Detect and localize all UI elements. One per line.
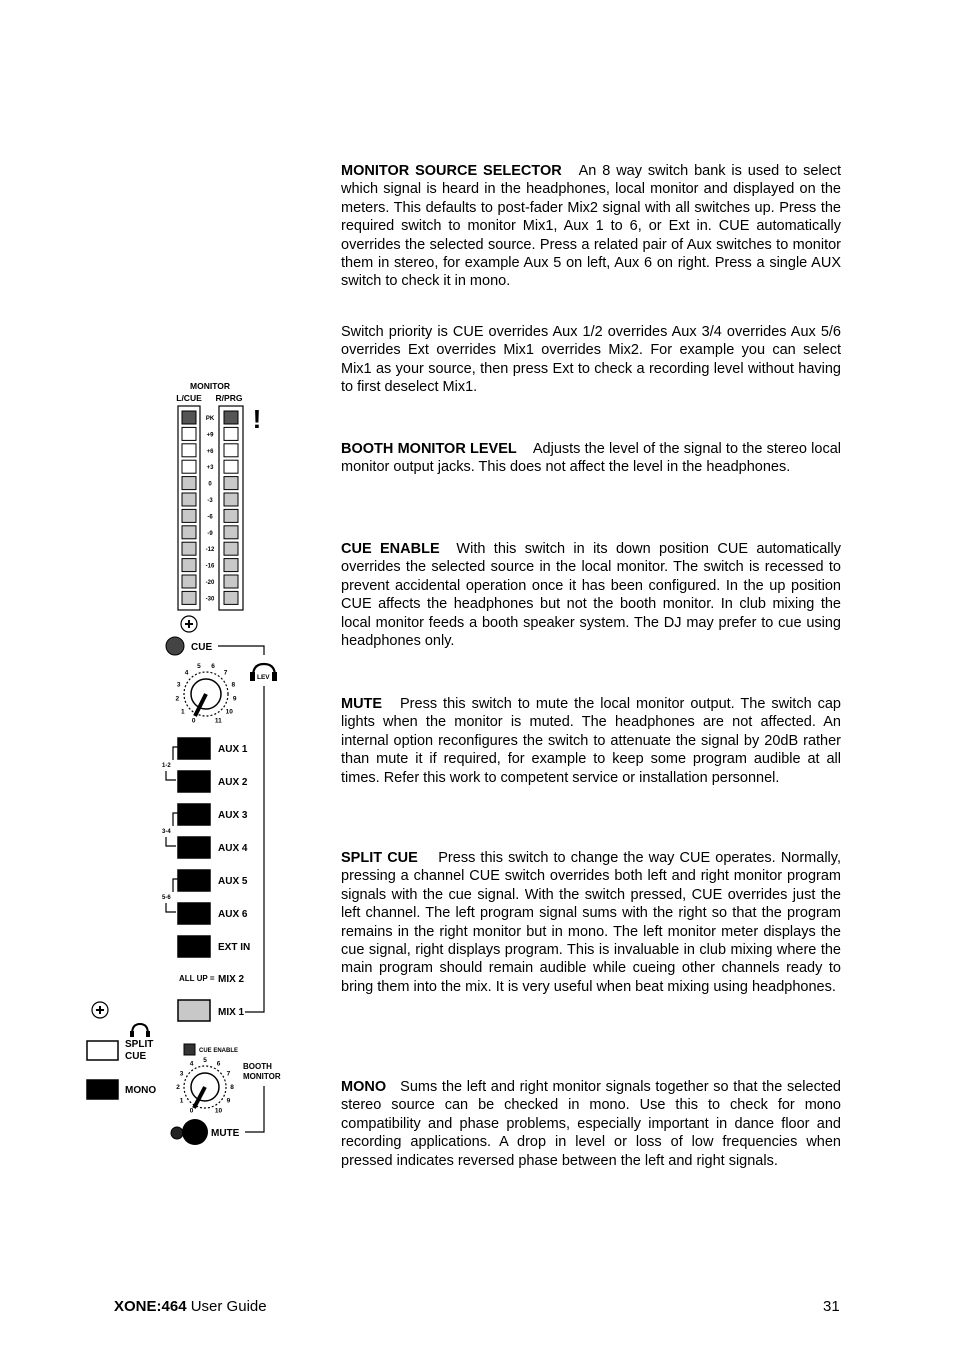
meter-led-right bbox=[224, 559, 238, 572]
meter-scale-label: 0 bbox=[208, 481, 212, 488]
meter-led-left bbox=[182, 444, 196, 457]
section-monitor-source-selector bbox=[341, 162, 841, 291]
knob-scale-label: 8 bbox=[230, 1084, 234, 1091]
knob-scale-label: 3 bbox=[176, 681, 181, 689]
knob-scale-label: 1 bbox=[179, 1097, 184, 1105]
mono-label: MONO bbox=[125, 1085, 157, 1096]
warning-icon: ! bbox=[252, 404, 262, 434]
switch-label: EXT IN bbox=[218, 942, 251, 953]
mono-switch[interactable] bbox=[87, 1080, 118, 1099]
meter-led-left bbox=[182, 542, 196, 555]
section-heading: CUE ENABLE bbox=[341, 541, 440, 557]
meter-led-right bbox=[224, 493, 238, 506]
section-mute bbox=[341, 695, 841, 787]
meter-led-right bbox=[224, 509, 238, 522]
meter-led-right bbox=[224, 542, 238, 555]
section-mono bbox=[341, 1078, 841, 1170]
switch-label: AUX 2 bbox=[218, 777, 248, 788]
meter-led-left bbox=[182, 427, 196, 440]
meter-led-left bbox=[182, 591, 196, 604]
knob-scale-label: 7 bbox=[226, 1070, 231, 1078]
meter-led-right bbox=[224, 575, 238, 588]
split-cue-switch[interactable] bbox=[87, 1041, 118, 1060]
ext-in-switch[interactable] bbox=[178, 936, 210, 957]
meter-led-right bbox=[224, 591, 238, 604]
switch-label: AUX 1 bbox=[218, 744, 248, 755]
meter-scale-label: +3 bbox=[206, 465, 214, 472]
split-cue-label: SPLIT bbox=[125, 1039, 154, 1050]
knob-scale-label: 9 bbox=[226, 1097, 231, 1105]
meter-scale-label: -6 bbox=[207, 514, 213, 521]
knob-scale-label: 8 bbox=[231, 681, 236, 689]
meter-led-left bbox=[182, 477, 196, 490]
footer-guide: User Guide bbox=[190, 1298, 267, 1315]
mute-label: MUTE bbox=[211, 1128, 240, 1139]
rprg-label: R/PRG bbox=[215, 393, 243, 403]
aux-2-switch[interactable] bbox=[178, 771, 210, 792]
meter-led-left bbox=[182, 493, 196, 506]
split-cue-label: CUE bbox=[125, 1051, 147, 1062]
booth-monitor-label: MONITOR bbox=[243, 1072, 281, 1081]
section-split-cue bbox=[341, 849, 841, 996]
pair-label-5-6: 5-6 bbox=[162, 895, 171, 901]
section-heading: SPLIT CUE bbox=[341, 850, 418, 866]
meter-led-left bbox=[182, 575, 196, 588]
knob-scale-label: 1 bbox=[180, 708, 185, 716]
section-switch-priority bbox=[341, 323, 841, 397]
monitor-label: MONITOR bbox=[190, 381, 230, 391]
section-body: Press this switch to change the way CUE operates. Normally, pressing a channel CUE switch overrides both left and right monitor program signals with the cue signal. With the switch pressed, CUE overrides just the left channel. The left program signal sums with the right so that the program remains in the right monitor but in mono. The left monitor meter displays the cue signal, right displays program. This is invaluable in club mixing where the main program should remain audible while cueing other channels ready to bring them into the mix. It is very useful when beat mixing using headphones. bbox=[341, 850, 841, 995]
knob-scale-label: 11 bbox=[214, 717, 222, 725]
booth-monitor-label: BOOTH bbox=[243, 1062, 272, 1071]
meter-led-left bbox=[182, 559, 196, 572]
meter-led-right bbox=[224, 444, 238, 457]
cue-enable-label: CUE ENABLE bbox=[199, 1048, 239, 1054]
meter-scale-label: -12 bbox=[205, 547, 215, 554]
meter-scale-label: -16 bbox=[205, 563, 215, 570]
monitor-panel-illustration bbox=[0, 0, 330, 1200]
section-body: Switch priority is CUE overrides Aux 1/2 overrides Aux 3/4 overrides Aux 5/6 overrides Ext overrides Mix1 overrides Mix2. For example you can select Mix1 as your source, then press Ext to check a recording level without having to first deselect Mix1. bbox=[341, 324, 841, 396]
section-cue-enable bbox=[341, 540, 841, 650]
knob-scale-label: 7 bbox=[223, 669, 228, 677]
switch-label: AUX 4 bbox=[218, 843, 248, 854]
knob-scale-label: 10 bbox=[214, 1107, 223, 1115]
section-body: Press this switch to mute the local monitor output. The switch cap lights when the monitor is muted. The headphones are not affected. An internal option reconfigures the switch to attenuate the signal by 20dB rather than mute it if required, for example to keep some program audible at all times. Refer this work to competent service or installation personnel. bbox=[341, 696, 841, 786]
meter-scale-label: -20 bbox=[205, 580, 215, 586]
mute-led bbox=[171, 1127, 183, 1139]
screw-icon bbox=[92, 1002, 108, 1018]
knob-scale-label: 3 bbox=[179, 1070, 184, 1078]
knob-scale-label: 2 bbox=[175, 695, 180, 703]
lcue-label: L/CUE bbox=[176, 393, 202, 403]
aux-6-switch[interactable] bbox=[178, 903, 210, 924]
meter-led-right bbox=[224, 427, 238, 440]
footer-product: XONE:464 bbox=[114, 1298, 187, 1315]
meter-led-left bbox=[182, 411, 196, 424]
knob-scale-label: 5 bbox=[203, 1057, 207, 1064]
aux-3-switch[interactable] bbox=[178, 804, 210, 825]
meter-scale-label: -9 bbox=[207, 530, 213, 537]
page-number: 31 bbox=[823, 1298, 840, 1315]
knob-scale-label: 6 bbox=[216, 1060, 221, 1068]
switch-label: AUX 3 bbox=[218, 810, 248, 821]
meter-led-left bbox=[182, 526, 196, 539]
pair-label-3-4: 3-4 bbox=[162, 829, 171, 835]
cue-button[interactable] bbox=[166, 637, 184, 655]
knob-scale-label: 2 bbox=[176, 1084, 180, 1091]
pair-label-1-2: 1-2 bbox=[162, 763, 171, 769]
meter-scale-label: -3 bbox=[207, 498, 213, 504]
section-body: Adjusts the level of the signal to the stereo local monitor output jacks. This does not affect the level in the headphones. bbox=[341, 441, 841, 476]
meter-led-right bbox=[224, 477, 238, 490]
aux-5-switch[interactable] bbox=[178, 870, 210, 891]
meter-scale-label: +6 bbox=[206, 448, 214, 455]
meter-led-left bbox=[182, 460, 196, 473]
knob-scale-label: 4 bbox=[189, 1060, 194, 1068]
switch-label: AUX 5 bbox=[218, 876, 248, 887]
section-heading: MONITOR SOURCE SELECTOR bbox=[341, 163, 562, 179]
footer-title bbox=[114, 1298, 267, 1315]
mix2-label: MIX 2 bbox=[218, 974, 245, 985]
section-body: With this switch in its down position CUE automatically overrides the selected source in the local monitor. The switch is recessed to prevent accidental operation once it has been configured. In the up position CUE affects the headphones but not the booth monitor. In club mixing the local monitor feeds a booth speaker system. The DJ may prefer to cue using headphones only. bbox=[341, 541, 842, 650]
meter-led-left bbox=[182, 509, 196, 522]
cue-enable-switch[interactable] bbox=[184, 1044, 195, 1055]
headphones-icon bbox=[130, 1024, 150, 1037]
booth-monitor-knob[interactable] bbox=[184, 1066, 226, 1108]
knob-scale-label: 6 bbox=[211, 662, 215, 670]
cue-label: CUE bbox=[191, 642, 213, 653]
section-heading: MUTE bbox=[341, 696, 383, 712]
screw-icon bbox=[181, 616, 197, 632]
aux-4-switch[interactable] bbox=[178, 837, 210, 858]
knob-scale-label: 0 bbox=[189, 1107, 194, 1115]
knob-scale-label: 4 bbox=[184, 669, 189, 677]
aux-1-switch[interactable] bbox=[178, 738, 210, 759]
mix1-switch[interactable] bbox=[178, 1000, 210, 1021]
headphone-level-knob[interactable] bbox=[184, 669, 228, 716]
all-up-label: ALL UP = bbox=[179, 974, 215, 983]
section-booth-monitor-level bbox=[341, 440, 841, 477]
meter-scale-label: PK bbox=[205, 416, 215, 422]
switch-label: AUX 6 bbox=[218, 909, 248, 920]
meter-scale-label: -30 bbox=[205, 596, 215, 603]
section-body: Sums the left and right monitor signals together so that the selected stereo source can be checked in mono. Use this to check for mono compatibility and phase problems, especially important in dance floor and recording applications. A drop in level or loss of low frequencies when pressed indicates reversed phase between the left and right signals. bbox=[341, 1079, 841, 1169]
section-heading: BOOTH MONITOR LEVEL bbox=[341, 441, 517, 457]
mute-button[interactable] bbox=[182, 1119, 208, 1145]
section-body: An 8 way switch bank is used to select which signal is heard in the headphones, local monitor and displayed on the meters. This defaults to post-fader Mix2 signal with all switches up. Press the required switch to monitor Mix1, Aux 1 to 6, or Ext in. CUE automatically overrides the selected source. Press a related pair of Aux switches to monitor them in stereo, for example Aux 5 on left, Aux 6 on right. Press a single AUX switch to check it in mono. bbox=[341, 163, 841, 290]
knob-scale-label: 5 bbox=[197, 662, 201, 670]
mix1-label: MIX 1 bbox=[218, 1007, 245, 1018]
lev-label: LEV bbox=[257, 674, 270, 681]
knob-scale-label: 10 bbox=[225, 708, 233, 716]
meter-led-right bbox=[224, 411, 238, 424]
meter-led-right bbox=[224, 460, 238, 473]
meter-scale-label: +9 bbox=[206, 432, 214, 439]
knob-scale-label: 9 bbox=[232, 695, 237, 703]
knob-scale-label: 0 bbox=[191, 717, 196, 725]
section-heading: MONO bbox=[341, 1079, 387, 1095]
meter-led-right bbox=[224, 526, 238, 539]
